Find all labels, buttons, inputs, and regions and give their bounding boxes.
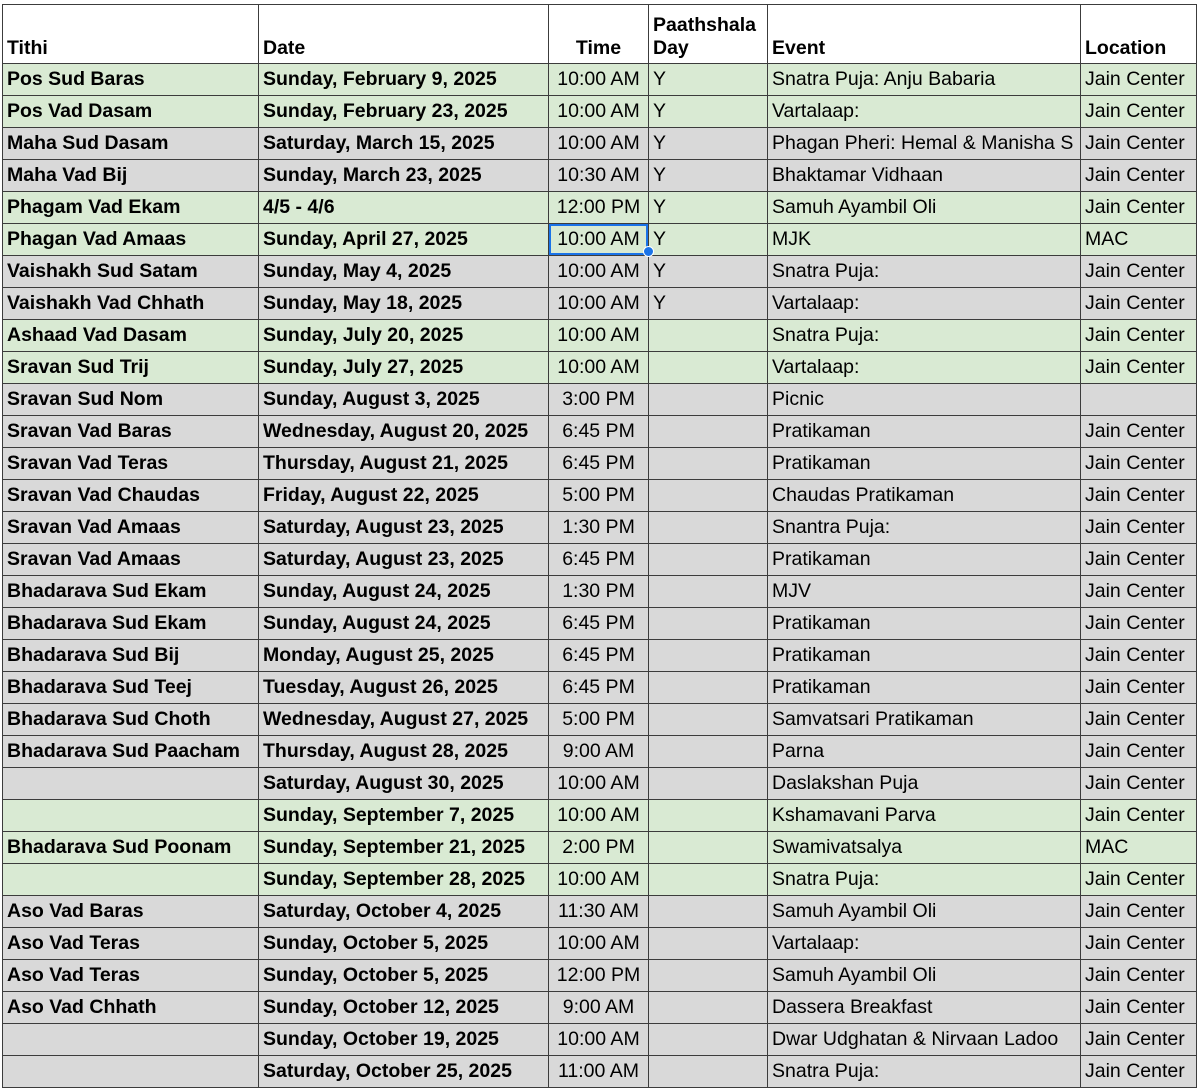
header-location[interactable]: Location [1081, 5, 1197, 64]
cell-paathshala-day[interactable] [649, 320, 768, 352]
cell-tithi[interactable]: Bhadarava Sud Bij [3, 640, 259, 672]
cell-paathshala-day[interactable] [649, 512, 768, 544]
cell-date[interactable]: Sunday, February 23, 2025 [259, 96, 549, 128]
table-row [3, 64, 1197, 96]
cell-tithi[interactable]: Bhadarava Sud Choth [3, 704, 259, 736]
cell-date[interactable]: Saturday, August 30, 2025 [259, 768, 549, 800]
table-row [3, 1056, 1197, 1088]
cell-paathshala-day[interactable] [649, 1024, 768, 1056]
cell-location[interactable]: Jain Center [1081, 992, 1197, 1024]
table-row [3, 608, 1197, 640]
cell-event[interactable]: Snatra Puja: Anju Babaria [768, 64, 1081, 96]
cell-event[interactable]: Pratikaman [768, 608, 1081, 640]
cell-date[interactable]: Saturday, August 23, 2025 [259, 512, 549, 544]
cell-event[interactable]: Phagan Pheri: Hemal & Manisha S [768, 128, 1081, 160]
cell-time[interactable]: 10:00 AM [549, 320, 649, 352]
table-row [3, 224, 1197, 256]
cell-event[interactable]: Snatra Puja: [768, 864, 1081, 896]
cell-time[interactable]: 10:00 AM [549, 864, 649, 896]
cell-date[interactable]: 4/5 - 4/6 [259, 192, 549, 224]
cell-tithi[interactable] [3, 1024, 259, 1056]
cell-location[interactable]: Jain Center [1081, 256, 1197, 288]
table-row [3, 416, 1197, 448]
table-row [3, 480, 1197, 512]
table-row [3, 96, 1197, 128]
cell-date[interactable]: Sunday, March 23, 2025 [259, 160, 549, 192]
table-row [3, 256, 1197, 288]
table-row [3, 160, 1197, 192]
cell-location[interactable] [1081, 384, 1197, 416]
cell-tithi[interactable]: Sravan Vad Chaudas [3, 480, 259, 512]
cell-event[interactable]: Pratikaman [768, 640, 1081, 672]
cell-tithi[interactable] [3, 768, 259, 800]
cell-paathshala-day[interactable]: Y [649, 160, 768, 192]
table-row [3, 192, 1197, 224]
cell-paathshala-day[interactable] [649, 1056, 768, 1088]
cell-time[interactable]: 6:45 PM [549, 544, 649, 576]
table-row [3, 576, 1197, 608]
cell-location[interactable]: Jain Center [1081, 672, 1197, 704]
cell-tithi[interactable]: Vaishakh Vad Chhath [3, 288, 259, 320]
cell-paathshala-day[interactable] [649, 576, 768, 608]
table-row [3, 992, 1197, 1024]
cell-time[interactable]: 2:00 PM [549, 832, 649, 864]
cell-paathshala-day[interactable] [649, 736, 768, 768]
cell-paathshala-day[interactable] [649, 928, 768, 960]
cell-paathshala-day[interactable]: Y [649, 128, 768, 160]
table-row [3, 864, 1197, 896]
cell-paathshala-day[interactable]: Y [649, 256, 768, 288]
cell-location[interactable]: Jain Center [1081, 896, 1197, 928]
table-row [3, 704, 1197, 736]
cell-tithi[interactable]: Maha Vad Bij [3, 160, 259, 192]
cell-paathshala-day[interactable] [649, 864, 768, 896]
cell-event[interactable]: Parna [768, 736, 1081, 768]
table-row [3, 768, 1197, 800]
table-row [3, 512, 1197, 544]
cell-date[interactable]: Wednesday, August 20, 2025 [259, 416, 549, 448]
cell-location[interactable]: Jain Center [1081, 736, 1197, 768]
cell-tithi[interactable] [3, 864, 259, 896]
cell-date[interactable]: Sunday, September 28, 2025 [259, 864, 549, 896]
cell-paathshala-day[interactable] [649, 416, 768, 448]
cell-location[interactable]: Jain Center [1081, 448, 1197, 480]
cell-paathshala-day[interactable]: Y [649, 288, 768, 320]
cell-location[interactable]: Jain Center [1081, 928, 1197, 960]
table-row [3, 640, 1197, 672]
cell-tithi[interactable]: Aso Vad Teras [3, 928, 259, 960]
cell-tithi[interactable]: Vaishakh Sud Satam [3, 256, 259, 288]
cell-paathshala-day[interactable] [649, 384, 768, 416]
header-tithi[interactable]: Tithi [3, 5, 259, 64]
cell-event[interactable]: Chaudas Pratikaman [768, 480, 1081, 512]
table-row [3, 128, 1197, 160]
cell-tithi[interactable]: Ashaad Vad Dasam [3, 320, 259, 352]
cell-time[interactable]: 10:00 AM [549, 768, 649, 800]
table-row [3, 736, 1197, 768]
cell-tithi[interactable]: Pos Sud Baras [3, 64, 259, 96]
cell-event[interactable]: Pratikaman [768, 544, 1081, 576]
cell-paathshala-day[interactable] [649, 992, 768, 1024]
cell-event[interactable]: Kshamavani Parva [768, 800, 1081, 832]
cell-paathshala-day[interactable] [649, 960, 768, 992]
header-event[interactable]: Event [768, 5, 1081, 64]
cell-location[interactable]: Jain Center [1081, 288, 1197, 320]
cell-location[interactable]: Jain Center [1081, 864, 1197, 896]
cell-location[interactable]: Jain Center [1081, 192, 1197, 224]
cell-tithi[interactable]: Sravan Vad Amaas [3, 512, 259, 544]
cell-tithi[interactable]: Sravan Sud Trij [3, 352, 259, 384]
cell-date[interactable]: Saturday, October 25, 2025 [259, 1056, 549, 1088]
table-row [3, 544, 1197, 576]
cell-time[interactable]: 10:30 AM [549, 160, 649, 192]
cell-location[interactable]: Jain Center [1081, 960, 1197, 992]
cell-location[interactable]: Jain Center [1081, 800, 1197, 832]
cell-date[interactable]: Sunday, September 7, 2025 [259, 800, 549, 832]
cell-tithi[interactable]: Maha Sud Dasam [3, 128, 259, 160]
cell-time[interactable]: 10:00 AM [549, 352, 649, 384]
cell-date[interactable]: Thursday, August 21, 2025 [259, 448, 549, 480]
cell-location[interactable]: Jain Center [1081, 608, 1197, 640]
header-time[interactable]: Time [549, 5, 649, 64]
cell-time[interactable]: 11:30 AM [549, 896, 649, 928]
cell-location[interactable]: Jain Center [1081, 128, 1197, 160]
cell-tithi[interactable]: Aso Vad Teras [3, 960, 259, 992]
cell-location[interactable]: Jain Center [1081, 160, 1197, 192]
cell-date[interactable]: Saturday, August 23, 2025 [259, 544, 549, 576]
cell-tithi[interactable] [3, 800, 259, 832]
cell-event[interactable]: Picnic [768, 384, 1081, 416]
cell-time[interactable]: 10:00 AM [549, 64, 649, 96]
cell-event[interactable]: Vartalaap: [768, 96, 1081, 128]
table-row [3, 448, 1197, 480]
cell-event[interactable]: Samuh Ayambil Oli [768, 960, 1081, 992]
cell-paathshala-day[interactable] [649, 896, 768, 928]
cell-event[interactable]: Snantra Puja: [768, 512, 1081, 544]
cell-event[interactable]: Dwar Udghatan & Nirvaan Ladoo [768, 1024, 1081, 1056]
cell-date[interactable]: Monday, August 25, 2025 [259, 640, 549, 672]
cell-location[interactable]: Jain Center [1081, 96, 1197, 128]
cell-tithi[interactable]: Bhadarava Sud Poonam [3, 832, 259, 864]
cell-date[interactable]: Sunday, August 24, 2025 [259, 576, 549, 608]
cell-time[interactable]: 10:00 AM [549, 288, 649, 320]
cell-paathshala-day[interactable]: Y [649, 192, 768, 224]
table-row [3, 288, 1197, 320]
header-row [3, 5, 1197, 64]
cell-date[interactable]: Sunday, May 18, 2025 [259, 288, 549, 320]
cell-date[interactable]: Sunday, February 9, 2025 [259, 64, 549, 96]
cell-date[interactable]: Friday, August 22, 2025 [259, 480, 549, 512]
cell-paathshala-day[interactable] [649, 800, 768, 832]
cell-paathshala-day[interactable]: Y [649, 64, 768, 96]
cell-paathshala-day[interactable]: Y [649, 224, 768, 256]
cell-time[interactable]: 6:45 PM [549, 416, 649, 448]
cell-time[interactable]: 6:45 PM [549, 672, 649, 704]
header-date[interactable]: Date [259, 5, 549, 64]
cell-date[interactable]: Sunday, October 5, 2025 [259, 960, 549, 992]
cell-date[interactable]: Sunday, October 12, 2025 [259, 992, 549, 1024]
table-row [3, 1024, 1197, 1056]
cell-time[interactable]: 5:00 PM [549, 704, 649, 736]
cell-location[interactable]: Jain Center [1081, 768, 1197, 800]
cell-paathshala-day[interactable] [649, 672, 768, 704]
table-row [3, 800, 1197, 832]
cell-time[interactable]: 9:00 AM [549, 992, 649, 1024]
cell-location[interactable]: Jain Center [1081, 1056, 1197, 1088]
table-row [3, 960, 1197, 992]
cell-tithi[interactable]: Bhadarava Sud Ekam [3, 608, 259, 640]
cell-paathshala-day[interactable] [649, 768, 768, 800]
cell-tithi[interactable]: Sravan Vad Baras [3, 416, 259, 448]
cell-location[interactable]: Jain Center [1081, 512, 1197, 544]
cell-tithi[interactable]: Bhadarava Sud Paacham [3, 736, 259, 768]
cell-location[interactable]: Jain Center [1081, 480, 1197, 512]
cell-location[interactable]: Jain Center [1081, 352, 1197, 384]
cell-time[interactable]: 10:00 AM [549, 800, 649, 832]
cell-time[interactable]: 6:45 PM [549, 608, 649, 640]
cell-date[interactable]: Sunday, October 19, 2025 [259, 1024, 549, 1056]
cell-tithi[interactable]: Aso Vad Chhath [3, 992, 259, 1024]
cell-tithi[interactable]: Phagam Vad Ekam [3, 192, 259, 224]
cell-event[interactable]: Swamivatsalya [768, 832, 1081, 864]
table-body [3, 64, 1197, 1088]
cell-time[interactable]: 11:00 AM [549, 1056, 649, 1088]
cell-date[interactable]: Thursday, August 28, 2025 [259, 736, 549, 768]
table-row [3, 832, 1197, 864]
cell-time[interactable]: 9:00 AM [549, 736, 649, 768]
cell-time[interactable]: 10:00 AM [549, 128, 649, 160]
cell-date[interactable]: Sunday, July 20, 2025 [259, 320, 549, 352]
cell-tithi[interactable]: Sravan Vad Teras [3, 448, 259, 480]
cell-location[interactable]: Jain Center [1081, 704, 1197, 736]
cell-paathshala-day[interactable] [649, 640, 768, 672]
cell-event[interactable]: MJK [768, 224, 1081, 256]
cell-date[interactable]: Sunday, August 24, 2025 [259, 608, 549, 640]
cell-tithi[interactable]: Pos Vad Dasam [3, 96, 259, 128]
cell-event[interactable]: Daslakshan Puja [768, 768, 1081, 800]
cell-selection-outline [549, 224, 648, 255]
cell-paathshala-day[interactable] [649, 480, 768, 512]
cell-event[interactable]: Samvatsari Pratikaman [768, 704, 1081, 736]
cell-tithi[interactable]: Sravan Sud Nom [3, 384, 259, 416]
cell-paathshala-day[interactable] [649, 608, 768, 640]
cell-time[interactable]: 10:00 AM [549, 256, 649, 288]
cell-event[interactable]: Vartalaap: [768, 352, 1081, 384]
cell-paathshala-day[interactable]: Y [649, 96, 768, 128]
cell-time[interactable]: 1:30 PM [549, 576, 649, 608]
table-row [3, 928, 1197, 960]
cell-location[interactable]: Jain Center [1081, 1024, 1197, 1056]
table-row [3, 384, 1197, 416]
cell-location[interactable]: MAC [1081, 224, 1197, 256]
cell-date[interactable]: Sunday, September 21, 2025 [259, 832, 549, 864]
cell-date[interactable]: Sunday, August 3, 2025 [259, 384, 549, 416]
cell-time[interactable]: 10:00 AM [549, 1024, 649, 1056]
cell-paathshala-day[interactable] [649, 832, 768, 864]
cell-paathshala-day[interactable] [649, 704, 768, 736]
cell-time[interactable]: 10:00 AM [549, 96, 649, 128]
cell-time[interactable]: 1:30 PM [549, 512, 649, 544]
cell-location[interactable]: Jain Center [1081, 544, 1197, 576]
cell-date[interactable]: Sunday, April 27, 2025 [259, 224, 549, 256]
cell-event[interactable]: Vartalaap: [768, 288, 1081, 320]
table-row [3, 352, 1197, 384]
events-sheet [2, 4, 1197, 1088]
cell-time[interactable]: 6:45 PM [549, 640, 649, 672]
cell-event[interactable]: Bhaktamar Vidhaan [768, 160, 1081, 192]
cell-event[interactable]: Samuh Ayambil Oli [768, 192, 1081, 224]
cell-tithi[interactable]: Bhadarava Sud Ekam [3, 576, 259, 608]
cell-time[interactable]: 12:00 PM [549, 192, 649, 224]
cell-date[interactable]: Tuesday, August 26, 2025 [259, 672, 549, 704]
cell-event[interactable]: Snatra Puja: [768, 1056, 1081, 1088]
cell-tithi[interactable]: Phagan Vad Amaas [3, 224, 259, 256]
cell-date[interactable]: Sunday, July 27, 2025 [259, 352, 549, 384]
cell-paathshala-day[interactable] [649, 448, 768, 480]
cell-location[interactable]: Jain Center [1081, 640, 1197, 672]
cell-date[interactable]: Sunday, October 5, 2025 [259, 928, 549, 960]
cell-time[interactable]: 12:00 PM [549, 960, 649, 992]
cell-paathshala-day[interactable] [649, 352, 768, 384]
cell-event[interactable]: Samuh Ayambil Oli [768, 896, 1081, 928]
cell-time-selected[interactable]: 10:00 AM [549, 224, 649, 256]
cell-event[interactable]: Snatra Puja: [768, 256, 1081, 288]
header-paathshala-day[interactable]: Paathshala Day [649, 5, 768, 64]
cell-tithi[interactable]: Bhadarava Sud Teej [3, 672, 259, 704]
cell-tithi[interactable] [3, 1056, 259, 1088]
table-row [3, 672, 1197, 704]
cell-event[interactable]: Dassera Breakfast [768, 992, 1081, 1024]
cell-location[interactable]: Jain Center [1081, 416, 1197, 448]
cell-paathshala-day[interactable] [649, 544, 768, 576]
cell-event[interactable]: Pratikaman [768, 448, 1081, 480]
cell-event[interactable]: Vartalaap: [768, 928, 1081, 960]
cell-time[interactable]: 10:00 AM [549, 928, 649, 960]
cell-tithi[interactable]: Sravan Vad Amaas [3, 544, 259, 576]
cell-time[interactable]: 3:00 PM [549, 384, 649, 416]
cell-location[interactable]: MAC [1081, 832, 1197, 864]
cell-location[interactable]: Jain Center [1081, 320, 1197, 352]
cell-location[interactable]: Jain Center [1081, 576, 1197, 608]
cell-event[interactable]: Pratikaman [768, 416, 1081, 448]
cell-date[interactable]: Sunday, May 4, 2025 [259, 256, 549, 288]
cell-event[interactable]: Snatra Puja: [768, 320, 1081, 352]
cell-date[interactable]: Saturday, October 4, 2025 [259, 896, 549, 928]
table-row [3, 320, 1197, 352]
cell-event[interactable]: MJV [768, 576, 1081, 608]
cell-date[interactable]: Saturday, March 15, 2025 [259, 128, 549, 160]
cell-time[interactable]: 5:00 PM [549, 480, 649, 512]
cell-event[interactable]: Pratikaman [768, 672, 1081, 704]
cell-location[interactable]: Jain Center [1081, 64, 1197, 96]
cell-tithi[interactable]: Aso Vad Baras [3, 896, 259, 928]
selection-fill-handle[interactable] [643, 246, 654, 257]
cell-date[interactable]: Wednesday, August 27, 2025 [259, 704, 549, 736]
table-row [3, 896, 1197, 928]
cell-time[interactable]: 6:45 PM [549, 448, 649, 480]
